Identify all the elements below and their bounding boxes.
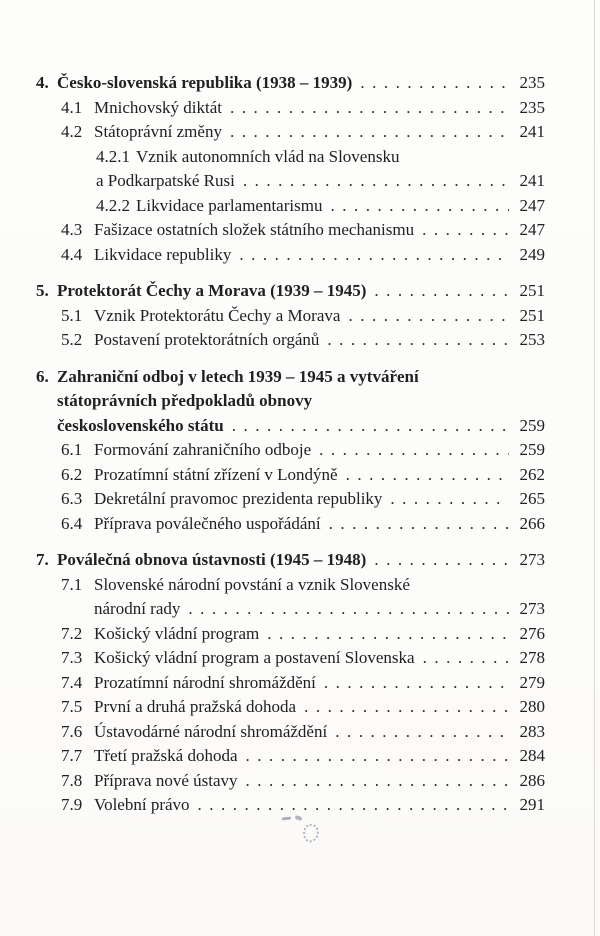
toc-section-heading <box>0 548 545 573</box>
section-gap <box>0 536 600 548</box>
toc-page-number: 280 <box>519 697 545 716</box>
toc-page-number: 265 <box>519 489 545 508</box>
toc-entry-number: 6.3 <box>61 489 83 508</box>
ink-smudge-mark <box>295 815 303 821</box>
toc-page-number: 278 <box>519 648 545 667</box>
dot-leader <box>335 720 509 745</box>
toc-entry <box>0 646 545 671</box>
toc-page-number: 235 <box>519 97 545 117</box>
toc-entry <box>0 671 545 696</box>
toc-page-number: 253 <box>519 330 545 349</box>
toc-entry-title: Státoprávní změny <box>94 122 222 141</box>
toc-entry-number: 6.2 <box>61 464 83 484</box>
dot-leader <box>246 769 509 794</box>
dot-leader <box>390 487 509 512</box>
toc-entry-title: Košický vládní program a postavení Slovenska <box>94 648 415 667</box>
toc-entry <box>0 218 545 243</box>
dot-leader <box>324 671 509 696</box>
toc-entry-number: 4.3 <box>61 220 83 239</box>
toc-section-title: Protektorát Čechy a Morava (1939 – 1945) <box>57 281 367 300</box>
toc-entry <box>0 512 545 537</box>
table-of-contents <box>0 71 600 818</box>
dot-leader <box>330 194 509 219</box>
toc-page-number: 251 <box>519 305 545 325</box>
toc-page-number: 259 <box>519 440 545 459</box>
toc-entry-title: a Podkarpatské Rusi <box>96 171 235 190</box>
dot-leader <box>230 96 509 121</box>
toc-entry-continuation <box>0 597 545 622</box>
dot-leader <box>423 646 509 671</box>
toc-page-number: 276 <box>519 623 545 643</box>
toc-entry-title: Ústavodárné národní shromáždění <box>94 721 328 741</box>
toc-entry <box>0 304 545 329</box>
toc-page-number: 273 <box>519 550 545 569</box>
toc-section-number: 6. <box>36 366 49 386</box>
toc-entry-title: Příprava poválečného uspořádání <box>94 513 321 533</box>
toc-entry <box>0 120 545 145</box>
toc-page-number: 286 <box>519 770 545 790</box>
toc-entry-number: 7.2 <box>61 623 83 643</box>
toc-subentry-continuation <box>0 169 545 194</box>
toc-entry-number: 7.4 <box>61 672 83 692</box>
dot-leader <box>327 328 509 353</box>
toc-entry-number: 7.6 <box>61 721 83 741</box>
section-gap <box>0 267 600 279</box>
toc-entry <box>0 96 545 121</box>
toc-entry <box>0 793 545 818</box>
dot-leader <box>232 414 509 439</box>
toc-entry-title: Příprava nové ústavy <box>94 770 238 790</box>
dot-leader <box>374 548 509 573</box>
toc-entry-number: 7.9 <box>61 795 83 814</box>
toc-page-number: 291 <box>519 795 545 814</box>
toc-entry-title: Prozatímní státní zřízení v Londýně <box>94 464 338 484</box>
toc-entry <box>0 720 545 745</box>
toc-page-number: 249 <box>519 244 545 264</box>
toc-entry <box>0 695 545 720</box>
dot-leader <box>374 279 509 304</box>
dot-leader <box>348 304 509 329</box>
toc-entry-number: 6.4 <box>61 513 83 533</box>
toc-entry-title: Volební právo <box>94 795 190 814</box>
toc-section-heading <box>0 279 545 304</box>
toc-entry-number: 4.2.1 <box>96 146 130 166</box>
toc-section-heading-continuation <box>0 414 545 439</box>
toc-page-number: 241 <box>519 171 545 190</box>
toc-page-number: 262 <box>519 464 545 484</box>
dot-leader <box>198 793 509 818</box>
toc-entry-number: 5.2 <box>61 330 83 349</box>
toc-page-number: 251 <box>519 281 545 300</box>
toc-section-title: Poválečná obnova ústavnosti (1945 – 1948) <box>57 550 367 569</box>
ink-smudge-mark <box>282 817 291 821</box>
toc-subentry <box>0 194 545 219</box>
toc-entry <box>0 243 545 268</box>
toc-entry <box>0 328 545 353</box>
toc-page-number: 273 <box>519 599 545 618</box>
toc-section-number: 5. <box>36 281 49 300</box>
toc-entry-number: 7.1 <box>61 574 83 594</box>
dot-leader <box>246 744 510 769</box>
toc-entry-number: 7.8 <box>61 770 83 790</box>
toc-entry-title: Třetí pražská dohoda <box>94 746 238 765</box>
toc-entry-title: Prozatímní národní shromáždění <box>94 672 316 692</box>
toc-entry <box>0 463 545 488</box>
dot-leader <box>267 622 509 647</box>
toc-section-number: 7. <box>36 550 49 569</box>
toc-entry-number: 5.1 <box>61 305 83 325</box>
toc-entry-number: 7.5 <box>61 697 83 716</box>
toc-entry-number: 6.1 <box>61 440 83 459</box>
dot-leader <box>243 169 509 194</box>
toc-section-heading <box>0 71 545 96</box>
toc-subentry <box>0 145 545 170</box>
toc-entry-title: Vznik autonomních vlád na Slovensku <box>136 146 400 166</box>
toc-entry <box>0 622 545 647</box>
ink-smudge-scribble <box>301 823 320 844</box>
toc-page-number: 266 <box>519 513 545 533</box>
toc-entry-number: 4.1 <box>61 97 83 117</box>
toc-entry-number: 7.7 <box>61 746 83 765</box>
toc-entry-title: Vznik Protektorátu Čechy a Morava <box>94 305 341 325</box>
dot-leader <box>422 218 509 243</box>
dot-leader <box>239 243 509 268</box>
scan-page-edge <box>594 0 595 936</box>
toc-entry <box>0 573 545 598</box>
toc-page-number: 284 <box>519 746 545 765</box>
toc-entry-title: národní rady <box>94 599 181 618</box>
dot-leader <box>188 597 509 622</box>
toc-entry-number: 7.3 <box>61 648 83 667</box>
toc-page-number: 235 <box>519 73 545 92</box>
toc-entry-title: Košický vládní program <box>94 623 260 643</box>
toc-section-title: Česko-slovenská republika (1938 – 1939) <box>57 73 353 92</box>
toc-page-number: 259 <box>519 415 545 435</box>
toc-entry-number: 4.2.2 <box>96 195 130 215</box>
toc-section-heading-continuation <box>0 389 545 414</box>
dot-leader <box>304 695 509 720</box>
toc-page-number: 283 <box>519 721 545 741</box>
toc-entry <box>0 438 545 463</box>
dot-leader <box>346 463 509 488</box>
dot-leader <box>329 512 509 537</box>
toc-section-number: 4. <box>36 73 49 92</box>
toc-entry-title: První a druhá pražská dohoda <box>94 697 297 716</box>
toc-section-title: státoprávních předpokladů obnovy <box>57 391 313 410</box>
toc-page-number: 247 <box>519 220 545 239</box>
toc-entry-title: Slovenské národní povstání a vznik Slovenské <box>94 574 410 594</box>
dot-leader <box>230 120 509 145</box>
toc-page-number: 241 <box>519 122 545 141</box>
toc-entry <box>0 744 545 769</box>
dot-leader <box>319 438 509 463</box>
toc-entry-number: 4.2 <box>61 122 83 141</box>
toc-entry-number: 4.4 <box>61 244 83 264</box>
toc-entry-title: Formování zahraničního odboje <box>94 440 312 459</box>
toc-entry-title: Dekretální pravomoc prezidenta republiky <box>94 489 383 508</box>
toc-entry-title: Likvidace republiky <box>94 244 232 264</box>
toc-entry-title: Mnichovský diktát <box>94 97 222 117</box>
toc-entry-title: Likvidace parlamentarismu <box>136 195 323 215</box>
toc-entry-title: Fašizace ostatních složek státního mechanismu <box>94 220 415 239</box>
section-gap <box>0 353 600 365</box>
toc-page-number: 247 <box>519 195 545 215</box>
toc-section-title: Zahraniční odboj v letech 1939 – 1945 a vytváření <box>57 366 419 386</box>
toc-page-number: 279 <box>519 672 545 692</box>
toc-entry-title: Postavení protektorátních orgánů <box>94 330 320 349</box>
toc-section-heading <box>0 365 545 390</box>
dot-leader <box>360 71 509 96</box>
toc-section-title: československého státu <box>57 415 224 435</box>
toc-entry <box>0 487 545 512</box>
toc-entry <box>0 769 545 794</box>
